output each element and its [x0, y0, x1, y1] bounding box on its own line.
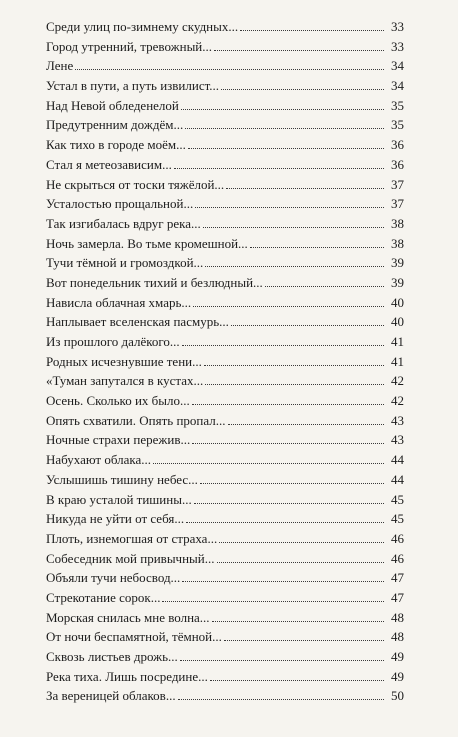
toc-entry-title: Город утренний, тревожный...: [46, 38, 213, 54]
toc-entry-title: Как тихо в городе моём...: [46, 137, 186, 153]
toc-dot-leader: [200, 482, 384, 484]
toc-entry-page-number: 33: [391, 19, 404, 34]
toc-dot-leader: [185, 127, 384, 129]
toc-entry-title: Сквозь листьев дрожь...: [46, 649, 178, 664]
toc-entry-title: Тучи тёмной и громоздкой...: [46, 255, 204, 271]
toc-entry-title: Усталостью прощальной...: [46, 196, 194, 212]
toc-entry: [46, 470, 404, 490]
toc-dot-leader: [195, 206, 384, 208]
toc-entry: [46, 194, 404, 214]
toc-entry-page-number: 44: [391, 471, 404, 487]
toc-entry-title: Осень. Сколько их было...: [46, 393, 190, 409]
toc-entry-page-number: 47: [391, 589, 404, 605]
toc-dot-leader: [203, 226, 384, 228]
toc-dot-leader: [181, 108, 384, 110]
toc-entry-title: «Туман запутался в кустах...: [46, 373, 204, 389]
toc-dot-leader: [193, 305, 384, 307]
toc-entry: [46, 568, 404, 588]
toc-entry-title: Ночь замерла. Во тьме кромешной...: [46, 235, 248, 251]
toc-entry: [46, 332, 404, 352]
toc-entry-page-number: 38: [391, 235, 404, 251]
toc-entry-page-number: 42: [391, 393, 404, 409]
toc-dot-leader: [214, 49, 384, 51]
toc-entry: [46, 312, 404, 332]
toc-entry-title: Услышишь тишину небес...: [46, 471, 198, 487]
toc-entry: [46, 56, 404, 76]
toc-entry-title: От ночи беспамятной, тёмной...: [46, 629, 222, 645]
toc-entry-title: Стал я метеозависим...: [46, 156, 172, 172]
toc-entry: [46, 371, 404, 391]
toc-entry-title: Стрекотание сорок...: [46, 589, 161, 605]
toc-entry: [46, 352, 404, 372]
toc-entry-page-number: 45: [391, 511, 404, 527]
toc-entry: [46, 509, 404, 529]
toc-entry-title: Лене: [46, 58, 74, 74]
toc-dot-leader: [194, 502, 384, 504]
toc-dot-leader: [231, 324, 384, 326]
toc-dot-leader: [224, 639, 384, 641]
toc-dot-leader: [210, 679, 384, 681]
toc-dot-leader: [205, 265, 384, 267]
toc-entry-page-number: 44: [391, 452, 404, 468]
toc-entry: [46, 391, 404, 411]
toc-entry-page-number: 41: [391, 353, 404, 369]
toc-entry: [46, 627, 404, 647]
toc-entry-title: Не скрыться от тоски тяжёлой...: [46, 176, 225, 192]
toc-entry-page-number: 34: [391, 78, 404, 94]
toc-entry-title: Устал в пути, а путь извилист...: [46, 78, 220, 94]
toc-entry-title: Ночные страхи пережив...: [46, 432, 191, 448]
toc-entry-page-number: 33: [391, 38, 404, 54]
toc-entry-title: Объяли тучи небосвод...: [46, 570, 181, 586]
toc-entry-title: Нависла облачная хмарь...: [46, 294, 192, 310]
toc-entry: [46, 155, 404, 175]
toc-entry: [46, 549, 404, 569]
toc-entry: [46, 529, 404, 549]
toc-entry-page-number: 39: [391, 274, 404, 290]
toc-entry-page-number: 37: [391, 176, 404, 192]
toc-entry-title: Родных исчезнувшие тени...: [46, 353, 202, 369]
toc-entry-page-number: 50: [391, 688, 404, 704]
toc-entry: [46, 273, 404, 293]
toc-entry-title: Так изгибалась вдруг река...: [46, 215, 201, 231]
toc-entry-title: Вот понедельник тихий и безлюдный...: [46, 274, 263, 290]
toc-dot-leader: [212, 620, 384, 622]
toc-entry: [46, 214, 404, 234]
toc-dot-leader: [219, 541, 384, 543]
toc-entry-title: Над Невой обледенелой: [46, 97, 179, 113]
toc-entry-page-number: 46: [391, 530, 404, 546]
toc-entry: [46, 253, 404, 273]
toc-entry-page-number: 40: [391, 294, 404, 310]
toc-entry: [46, 608, 404, 628]
toc-entry-page-number: 42: [391, 373, 404, 389]
toc-dot-leader: [192, 403, 384, 405]
toc-entry-page-number: 43: [391, 412, 404, 428]
toc-entry: [46, 450, 404, 470]
toc-entry-title: Река тиха. Лишь посредине...: [46, 668, 208, 684]
toc-entry-title: Собеседник мой привычный...: [46, 550, 215, 566]
toc-dot-leader: [153, 462, 384, 464]
toc-entry: [46, 293, 404, 313]
toc-entry: [46, 96, 404, 116]
toc-entry-page-number: 35: [391, 97, 404, 113]
toc-entry-page-number: 47: [391, 570, 404, 586]
toc-entry-title: Опять схватили. Опять пропал...: [46, 412, 226, 428]
toc-dot-leader: [174, 167, 384, 169]
toc-entry-title: Наплывает вселенская пасмурь...: [46, 314, 229, 330]
toc-dot-leader: [75, 68, 384, 70]
toc-entry-title: Набухают облака...: [46, 452, 152, 468]
toc-entry: [46, 647, 404, 667]
toc-entry-title: Среди улиц по-зимнему скудных...: [46, 19, 239, 34]
toc-entry-page-number: 48: [391, 629, 404, 645]
toc-entry: [46, 17, 404, 37]
toc-entry-title: Плоть, изнемогшая от страха...: [46, 530, 218, 546]
toc-dot-leader: [204, 364, 384, 366]
toc-entry-title: Морская снилась мне волна...: [46, 609, 210, 625]
toc-dot-leader: [228, 423, 385, 425]
toc-dot-leader: [240, 29, 384, 31]
toc-entry: [46, 430, 404, 450]
toc-dot-leader: [162, 600, 384, 602]
toc-dot-leader: [221, 88, 384, 90]
toc-entry: [46, 115, 404, 135]
toc-entry: [46, 135, 404, 155]
toc-entry-title: Предутренним дождём...: [46, 117, 184, 133]
toc-entry-page-number: 39: [391, 255, 404, 271]
toc-entry-page-number: 49: [391, 649, 404, 664]
toc-entry-title: В краю усталой тишины...: [46, 491, 192, 507]
toc-entry: [46, 667, 404, 687]
toc-dot-leader: [205, 383, 384, 385]
toc-entry-page-number: 45: [391, 491, 404, 507]
toc-entry: [46, 588, 404, 608]
toc-entry-page-number: 40: [391, 314, 404, 330]
toc-dot-leader: [192, 442, 384, 444]
toc-entry-page-number: 37: [391, 196, 404, 212]
toc-entry: [46, 234, 404, 254]
toc-dot-leader: [188, 147, 384, 149]
toc-entry-page-number: 41: [391, 334, 404, 349]
toc-dot-leader: [226, 187, 384, 189]
toc-entry-page-number: 35: [391, 117, 404, 133]
toc-entry: [46, 686, 404, 706]
toc-entry-page-number: 36: [391, 137, 404, 153]
toc-entry: [46, 76, 404, 96]
toc-dot-leader: [180, 659, 384, 661]
toc-dot-leader: [217, 561, 385, 563]
toc-entry-page-number: 49: [391, 668, 404, 684]
toc-dot-leader: [186, 521, 384, 523]
toc-entry: [46, 411, 404, 431]
toc-entry-page-number: 36: [391, 156, 404, 172]
toc-entry: [46, 490, 404, 510]
toc-entry-page-number: 34: [391, 58, 404, 74]
toc-entry-page-number: 46: [391, 550, 404, 566]
toc-dot-leader: [182, 580, 384, 582]
toc-dot-leader: [265, 285, 384, 287]
toc-dot-leader: [178, 698, 384, 700]
toc-entry-title: Из прошлого далёкого...: [46, 334, 180, 349]
toc-entry-title: За вереницей облаков...: [46, 688, 176, 704]
toc-entry-title: Никуда не уйти от себя...: [46, 511, 185, 527]
toc-entry: [46, 175, 404, 195]
toc-dot-leader: [182, 344, 384, 346]
toc-entry-page-number: 48: [391, 609, 404, 625]
toc-dot-leader: [250, 246, 384, 248]
toc-entry: [46, 37, 404, 57]
table-of-contents: [46, 17, 404, 706]
toc-entry-page-number: 38: [391, 215, 404, 231]
toc-entry-page-number: 43: [391, 432, 404, 448]
